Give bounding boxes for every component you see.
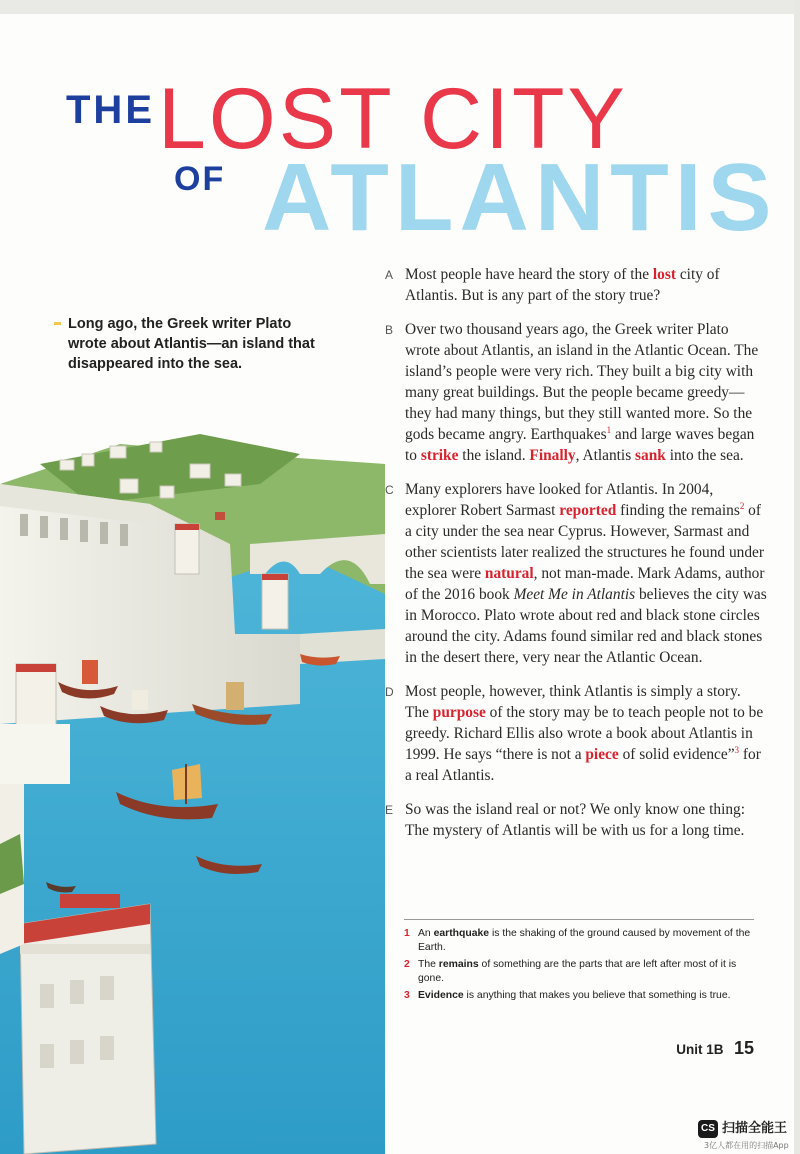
text-run: An [418,928,434,939]
text-run: of solid evidence” [618,746,735,763]
text-run: finding the remains [616,502,740,519]
vocab-keyword: Finally [529,447,576,464]
paragraph-c [385,479,767,668]
text-run: believes the city was in Morocco. Plato wrote about red and black stone circles around the city. Adams found similar red and black stones in the desert there, very near the Atlantic Ocean. [405,586,767,666]
paragraph-letter: E [385,803,394,817]
paragraph-a [385,264,767,306]
caption-bullet-icon [54,322,61,325]
scanner-watermark [698,1120,798,1154]
text-run: of a city under the sea near Cyprus. However, Sarmast and other scientists later realized the structures he found under the sea were [405,502,764,582]
text-run: The [418,959,439,970]
paragraph-letter: C [385,483,394,497]
title-the: THE [66,88,155,132]
text-run: for a real Atlantis. [405,746,761,784]
footnotes [404,927,754,1007]
text-run: Most people have heard the story of the [405,266,653,283]
book-title: Meet Me in Atlantis [513,586,636,603]
image-caption: Long ago, the Greek writer Plato wrote about Atlantis—an island that disappeared into the sea. [68,316,315,372]
text-run: of something are the parts that are left after most of it is gone. [418,959,737,984]
text-run: is the shaking of the ground caused by movement of the Earth. [418,928,751,953]
footnote-2 [404,958,754,985]
atlantis-illustration [0,424,385,1154]
vocab-keyword: piece [585,746,619,763]
vocab-keyword: lost [652,266,676,283]
text-run: city of Atlantis. But is any part of the story true? [405,266,720,304]
footnote-number: 1 [404,928,410,939]
footnote-number: 3 [404,990,410,1001]
text-run: So was the island real or not? We only know one thing: The mystery of Atlantis will be with us for a long time. [405,801,746,839]
watermark-subtitle: 3亿人都在用的扫描App [704,1141,789,1150]
defined-term: remains [438,959,479,970]
footnote-ref: 3 [734,744,740,755]
defined-term: earthquake [433,928,490,939]
text-run: of the story may be to teach people not to be greedy. Richard Ellis also wrote a book about Atlantis in 1999. He says “there is not a [405,704,764,763]
paragraph-letter: A [385,268,394,282]
footnote-3 [404,989,754,1003]
text-run: into the sea. [665,447,744,464]
camscanner-logo-icon: CS [698,1120,718,1138]
text-run: Over two thousand years ago, the Greek writer Plato wrote about Atlantis, an island in the Atlantic Ocean. The island’s people were very rich. They built a big city with many great buildings. But the people became greedy—they had many things, but they still wanted more. So the gods became angry. Earthquakes [405,321,759,443]
vocab-keyword: sank [635,447,666,464]
footnote-ref: 1 [606,424,612,435]
footnote-ref: 2 [739,500,745,511]
paragraph-letter: D [385,685,394,699]
text-run: the island. [458,447,530,464]
unit-label: Unit 1B [676,1042,724,1057]
vocab-keyword: reported [559,502,617,519]
paragraph-e [385,799,767,841]
article-body [385,264,767,854]
title-atlantis: ATLANTIS [262,144,778,251]
paragraph-letter: B [385,323,394,337]
page-number: 15 [733,1038,754,1058]
text-run: is anything that makes you believe that something is true. [463,990,731,1001]
text-run: Many explorers have looked for Atlantis. In 2004, explorer Robert Sarmast [405,481,714,519]
page-footer [676,1038,754,1059]
title-of: OF [174,160,226,198]
text-run: , not man-made. Mark Adams, author of the 2016 book [405,565,765,603]
title-lost-city: LOST CITY [158,71,628,167]
paragraph-d [385,681,767,786]
footnote-1 [404,927,754,954]
vocab-keyword: strike [420,447,459,464]
footnote-divider [404,919,754,920]
scan-edge-right [794,0,800,1154]
text-run: Most people, however, think Atlantis is simply a story. The [405,683,741,721]
text-run: , Atlantis [575,447,636,464]
vocab-keyword: natural [484,565,534,582]
footnote-number: 2 [404,959,410,970]
scan-edge-top [0,0,800,14]
defined-term: Evidence [418,990,464,1001]
vocab-keyword: purpose [432,704,486,721]
text-run: and large waves began to [405,426,755,464]
paragraph-b [385,319,767,466]
watermark-name: 扫描全能王 [722,1121,788,1136]
